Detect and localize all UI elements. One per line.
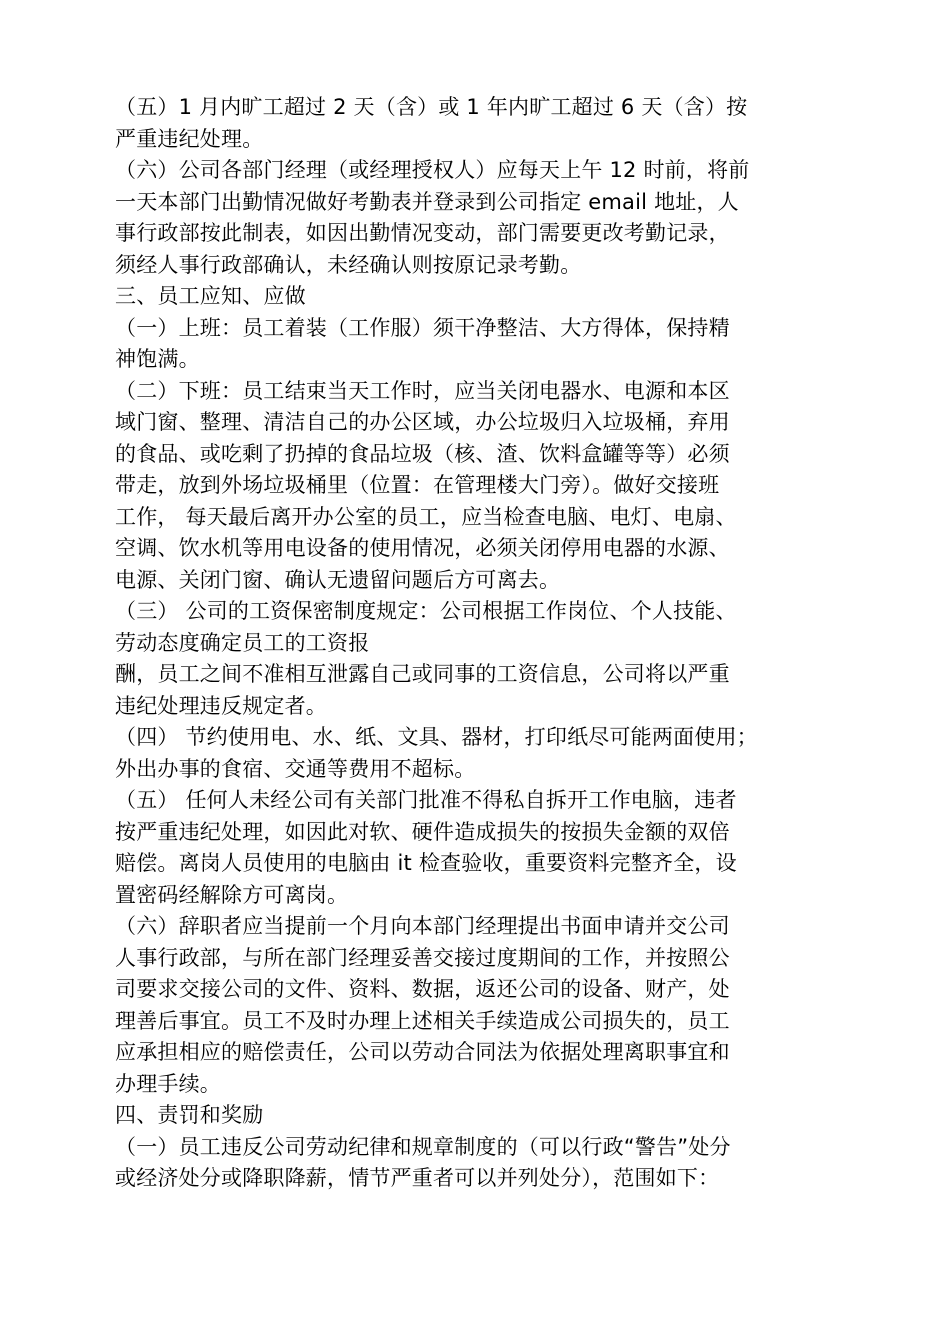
- text-line: 须经人事行政部确认，未经确认则按原记录考勤。: [115, 252, 582, 277]
- text-line: 人事行政部，与所在部门经理妥善交接过度期间的工作，并按照公: [115, 945, 730, 970]
- text-line: （六）公司各部门经理（或经理授权人）应每天上午 12 时前，将前: [115, 158, 750, 182]
- text-line: 理善后事宜。员工不及时办理上述相关手续造成公司损失的，员工: [115, 1008, 730, 1033]
- text-line: （一）员工违反公司劳动纪律和规章制度的（可以行政“警告”处分: [115, 1134, 731, 1159]
- text-line: （三） 公司的工资保密制度规定：公司根据工作岗位、个人技能、: [115, 599, 737, 623]
- text-line: 违纪处理违反规定者。: [115, 693, 327, 718]
- text-line: （一）上班：员工着装（工作服）须干净整洁、大方得体，保持精: [115, 315, 730, 340]
- text-line: 置密码经解除方可离岗。: [115, 882, 349, 907]
- text-line: 办理手续。: [115, 1071, 221, 1096]
- text-line: 按严重违纪处理，如因此对软、硬件造成损失的按损失金额的双倍: [115, 819, 730, 844]
- text-line: 神饱满。: [115, 347, 200, 371]
- section-heading: 三、员工应知、应做: [115, 284, 306, 308]
- text-line: 一天本部门出勤情况做好考勤表并登录到公司指定 email 地址，人: [115, 189, 739, 214]
- text-line: 严重违纪处理。: [115, 126, 264, 151]
- document-body: [115, 92, 845, 1195]
- text-line: 外出办事的食宿、交通等费用不超标。: [115, 756, 476, 781]
- text-line: （六）辞职者应当提前一个月向本部门经理提出书面申请并交公司: [115, 914, 730, 938]
- text-line: 空调、饮水机等用电设备的使用情况，必须关闭停用电器的水源、: [115, 536, 730, 560]
- text-line: 赔偿。离岗人员使用的电脑由 it 检查验收，重要资料完整齐全，设: [115, 851, 737, 875]
- text-line: 工作， 每天最后离开办公室的员工，应当检查电脑、电灯、电扇、: [115, 504, 737, 529]
- text-line: 司要求交接公司的文件、资料、数据，返还公司的设备、财产，处: [115, 977, 730, 1001]
- text-line: （五） 任何人未经公司有关部门批准不得私自拆开工作电脑，违者: [115, 788, 737, 812]
- section-heading: 四、责罚和奖励: [115, 1103, 264, 1127]
- text-line: （四） 节约使用电、水、纸、文具、器材，打印纸尽可能两面使用；: [115, 725, 758, 749]
- text-line: 的食品、或吃剩了扔掉的食品垃圾（核、渣、饮料盒罐等等）必须: [115, 441, 730, 466]
- text-line: 电源、关闭门窗、确认无遗留问题后方可离去。: [115, 567, 561, 592]
- text-line: （五）1 月内旷工超过 2 天（含）或 1 年内旷工超过 6 天（含）按: [115, 95, 748, 119]
- text-line: 带走，放到外场垃圾桶里（位置：在管理楼大门旁）。做好交接班: [115, 473, 720, 497]
- text-line: 域门窗、整理、清洁自己的办公区域，办公垃圾归入垃圾桶，弃用: [115, 410, 730, 434]
- text-line: 事行政部按此制表，如因出勤情况变动，部门需要更改考勤记录，: [115, 221, 730, 245]
- text-line: 酬，员工之间不准相互泄露自己或同事的工资信息，公司将以严重: [115, 662, 730, 686]
- text-line: 或经济处分或降职降薪，情节严重者可以并列处分），范围如下：: [115, 1166, 720, 1190]
- text-line: （二）下班：员工结束当天工作时，应当关闭电器水、电源和本区: [115, 378, 730, 403]
- text-line: 应承担相应的赔偿责任，公司以劳动合同法为依据处理离职事宜和: [115, 1040, 730, 1064]
- text-line: 劳动态度确定员工的工资报: [115, 630, 370, 655]
